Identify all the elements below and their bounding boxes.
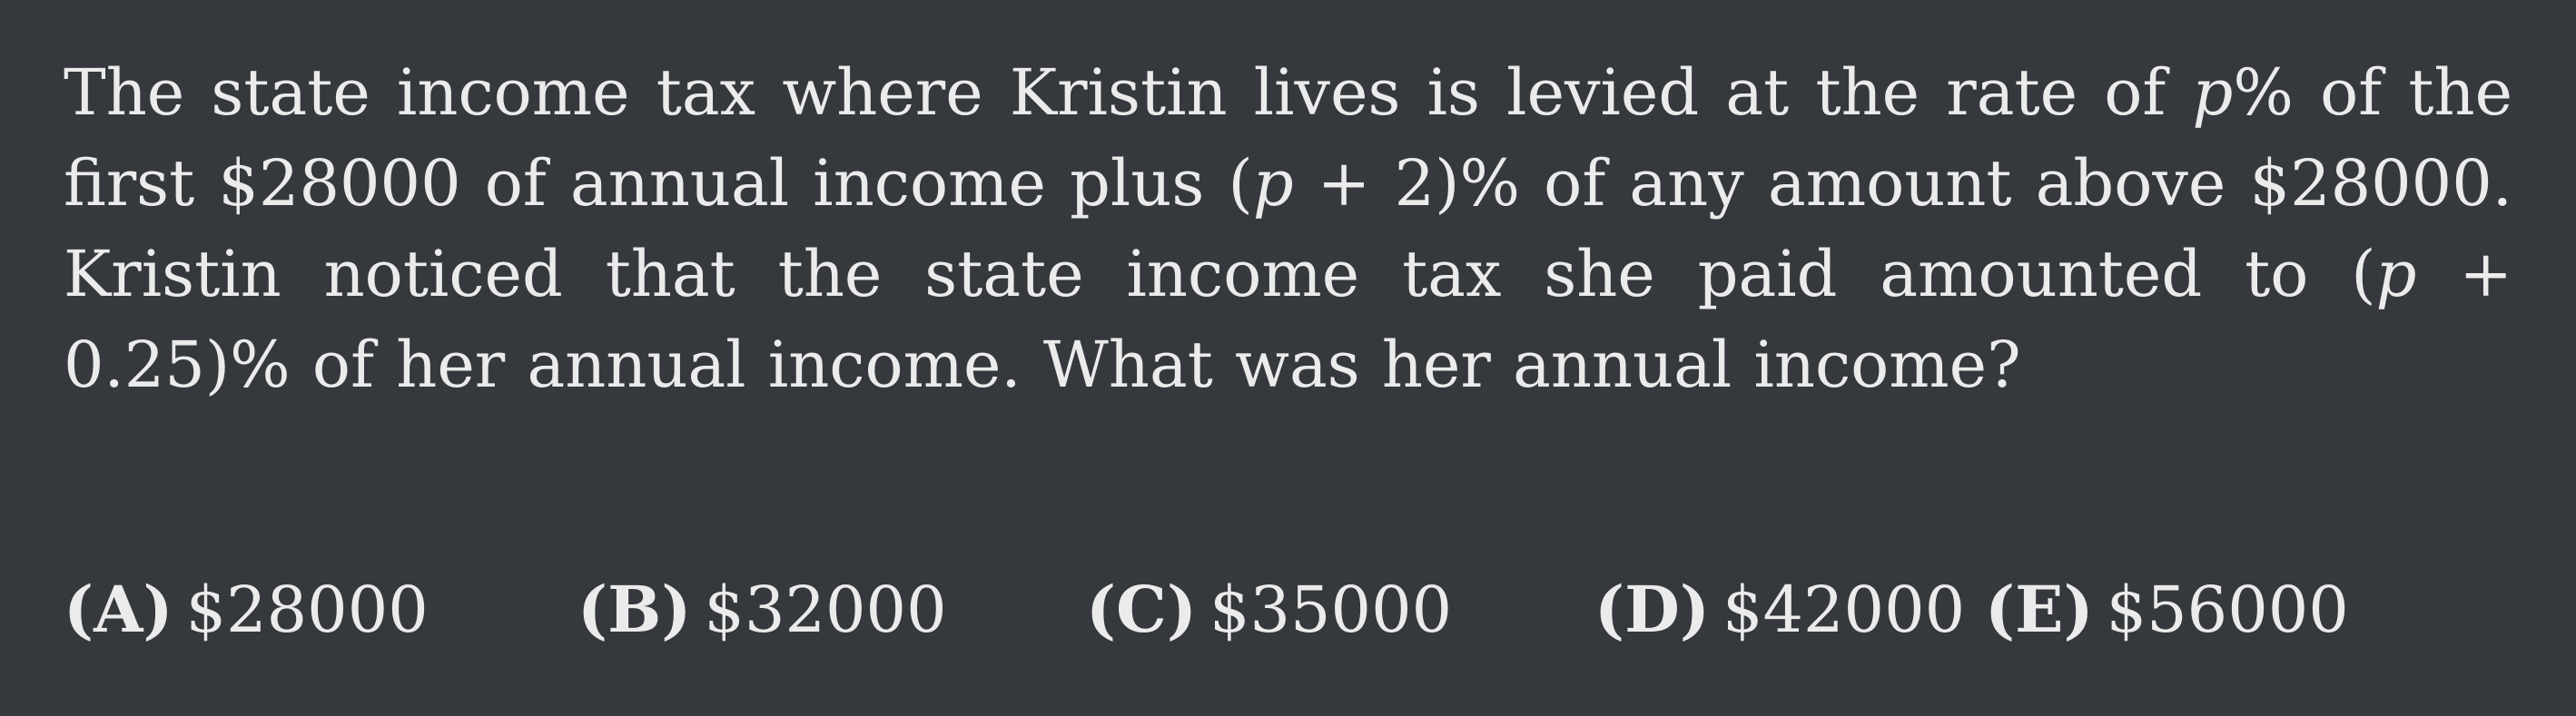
- choice-letter: (C): [1086, 572, 1197, 647]
- choice-e[interactable]: [1985, 564, 2349, 655]
- choice-letter: (B): [577, 572, 692, 647]
- choice-letter: (E): [1985, 572, 2094, 647]
- question-part-2: % of the first $28000 of annual income plus (: [64, 55, 2512, 221]
- choice-letter: (D): [1594, 572, 1710, 647]
- choice-letter: (A): [64, 572, 173, 647]
- choice-a[interactable]: [64, 564, 429, 655]
- variable-p: p: [2192, 55, 2234, 130]
- choice-c[interactable]: [1086, 564, 1452, 655]
- choice-value: $56000: [2106, 573, 2349, 647]
- variable-p: p: [1252, 146, 1294, 221]
- choice-value: $35000: [1209, 573, 1453, 647]
- choice-d[interactable]: [1594, 564, 1965, 655]
- choice-value: $28000: [185, 573, 429, 647]
- variable-p: p: [2375, 237, 2417, 311]
- question-text: [64, 47, 2512, 410]
- choice-value: $42000: [1722, 573, 1966, 647]
- question-part-1: The state income tax where Kristin lives is levied at the rate of: [64, 55, 2193, 130]
- choice-value: $32000: [704, 573, 947, 647]
- choice-b[interactable]: [577, 564, 947, 655]
- question-part-3: + 2)% of any amount above $28000. Kristin noticed that the state income tax she paid amounted to (: [64, 146, 2513, 311]
- question-part-4: + 0.25)% of her annual income. What was her annual income?: [64, 237, 2513, 402]
- answer-choices: [0, 564, 2576, 655]
